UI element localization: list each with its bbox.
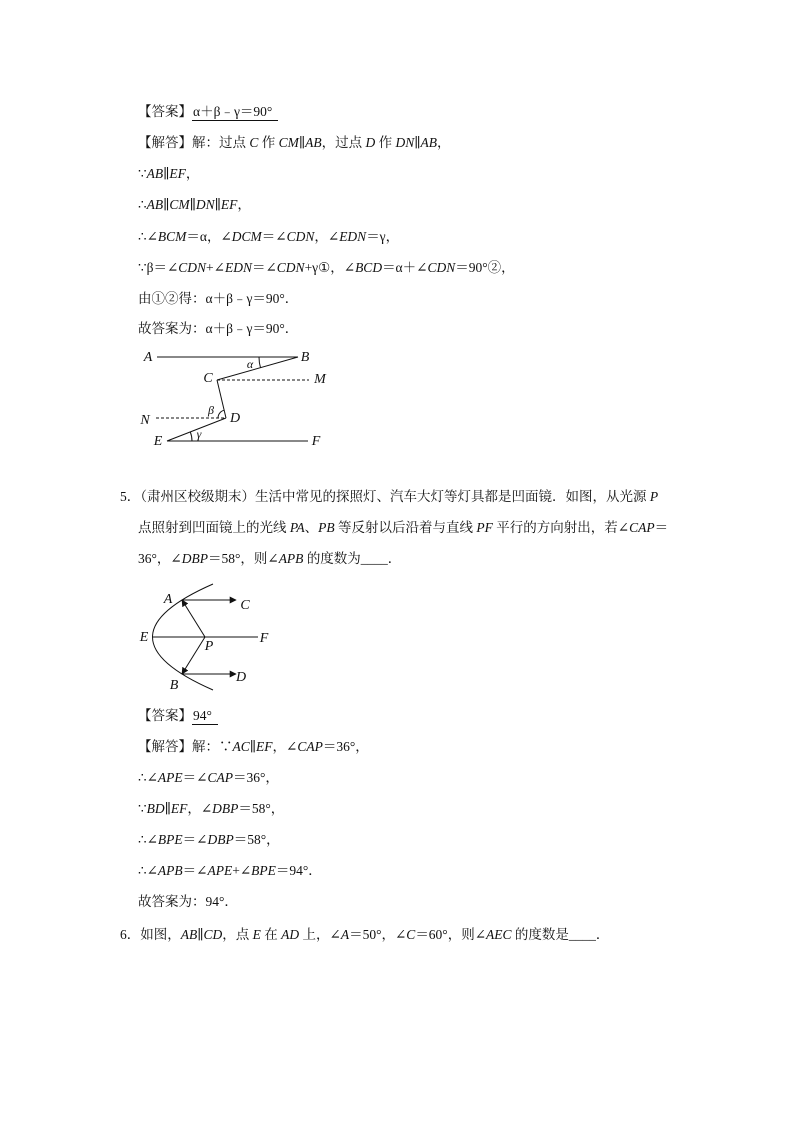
point-label-m: M (314, 372, 326, 387)
point-label-d: D (235, 670, 247, 685)
point-label-b: B (300, 350, 310, 365)
point-label-a: A (143, 350, 153, 365)
parallel-lines-figure (135, 340, 335, 455)
point-label-c: C (240, 598, 250, 613)
point-label-n: N (140, 413, 150, 428)
point-label-b: B (169, 678, 179, 693)
solution-line: 由①②得：α＋β﹣γ＝90°． (138, 291, 299, 306)
point-label-a: A (163, 592, 173, 607)
answer-label: 【答案】 (138, 708, 192, 723)
answer-value: α＋β﹣γ＝90° (192, 103, 278, 121)
answer-label: 【答案】 (138, 104, 192, 119)
solution-line: ∴∠BCM＝α，∠DCM＝∠CDN，∠EDN＝γ， (138, 229, 400, 244)
solution-line: ∵β＝∠CDN+∠EDN＝∠CDN+γ①，∠BCD＝α＋∠CDN＝90°②， (138, 260, 515, 275)
segment-bc (217, 357, 298, 380)
question-stem-line: 6．如图，AB∥CD，点 E 在 AD 上，∠A＝50°，∠C＝60°，则∠AEC 的度数是____． (120, 927, 610, 942)
angle-label-alpha: α (246, 357, 254, 371)
solution-line: 故答案为：α＋β﹣γ＝90°． (138, 321, 299, 336)
point-label-p: P (204, 639, 214, 654)
point-label-d: D (229, 411, 241, 426)
answer-value: 94° (192, 707, 218, 725)
ray-p-to-a (182, 600, 205, 637)
question-stem-line: 点照射到凹面镜上的光线 PA、PB 等反射以后沿着与直线 PF 平行的方向射出，若∠CAP＝ (138, 520, 669, 535)
concave-mirror-figure (135, 580, 275, 695)
point-label-c: C (203, 371, 213, 386)
solution-line: ∵AB∥EF， (138, 166, 200, 181)
ray-p-to-b (182, 637, 205, 674)
question-stem-line: 36°，∠DBP＝58°，则∠APB 的度数为____． (138, 551, 402, 566)
point-label-e: E (153, 434, 163, 449)
point-label-f: F (311, 434, 321, 449)
solution-line: ∵BD∥EF，∠DBP＝58°， (138, 801, 285, 816)
answer-line (138, 102, 278, 122)
segment-cd (217, 380, 226, 418)
angle-arc-beta (218, 410, 224, 418)
angle-label-beta: β (208, 403, 214, 417)
angle-arc-gamma (190, 432, 192, 441)
solution-line: 【解答】解：过点 C 作 CM∥AB，过点 D 作 DN∥AB， (138, 135, 451, 150)
solution-line: ∴∠BPE＝∠DBP＝58°， (138, 832, 280, 847)
solution-line: 【解答】解：∵AC∥EF，∠CAP＝36°， (138, 739, 369, 754)
answer-line (138, 706, 218, 726)
angle-label-gamma: γ (196, 427, 202, 441)
point-label-f: F (259, 631, 269, 646)
solution-line: ∴∠APB＝∠APE+∠BPE＝94°． (138, 863, 322, 878)
solution-line: 故答案为：94°． (138, 894, 238, 909)
point-label-e: E (139, 630, 149, 645)
solution-line: ∴∠APE＝∠CAP＝36°， (138, 770, 279, 785)
angle-arc-alpha (259, 357, 261, 368)
solution-line: ∴AB∥CM∥DN∥EF， (138, 197, 251, 212)
question-stem-line: 5．（肃州区校级期末）生活中常见的探照灯、汽车大灯等灯具都是凹面镜．如图，从光源 P (120, 489, 659, 504)
